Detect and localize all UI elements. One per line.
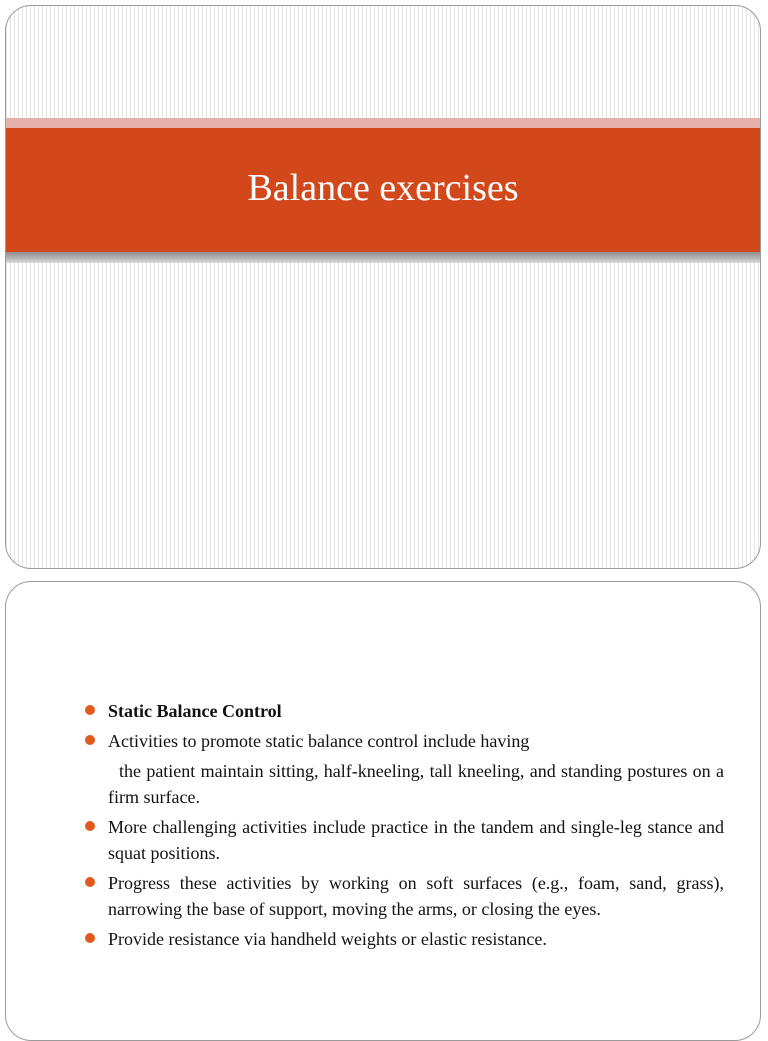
bullet-item — [84, 870, 724, 922]
bullet-dot-icon — [85, 705, 95, 715]
bullet-dot-icon — [85, 933, 95, 943]
bullet-item — [84, 728, 724, 754]
bullet-text: More challenging activities include practice in the tandem and single-leg stance and squat positions. — [108, 817, 724, 863]
bullet-text: Static Balance Control — [108, 701, 282, 721]
bullet-dot-icon — [85, 821, 95, 831]
bullet-item — [84, 814, 724, 866]
title-band-shadow — [6, 252, 760, 263]
bullet-text: Activities to promote static balance control include having — [108, 731, 530, 751]
bullet-text: Progress these activities by working on soft surfaces (e.g., foam, sand, grass), narrowing the base of support, moving the arms, or closing the eyes. — [108, 873, 724, 919]
title-slide — [5, 5, 761, 569]
bullet-dot-icon — [85, 735, 95, 745]
slide-title: Balance exercises — [247, 167, 519, 209]
bullet-dot-icon — [85, 877, 95, 887]
bullet-text: Provide resistance via handheld weights or elastic resistance. — [108, 929, 547, 949]
bullet-continuation — [84, 758, 724, 810]
bullet-item — [84, 926, 724, 952]
content-slide — [5, 581, 761, 1041]
continuation-text: the patient maintain sitting, half-kneeling, tall kneeling, and standing postures on a firm surface. — [108, 761, 724, 807]
bullet-list — [84, 698, 724, 956]
bullet-item — [84, 698, 724, 724]
title-band-top-accent — [6, 118, 760, 128]
title-band — [6, 128, 760, 252]
